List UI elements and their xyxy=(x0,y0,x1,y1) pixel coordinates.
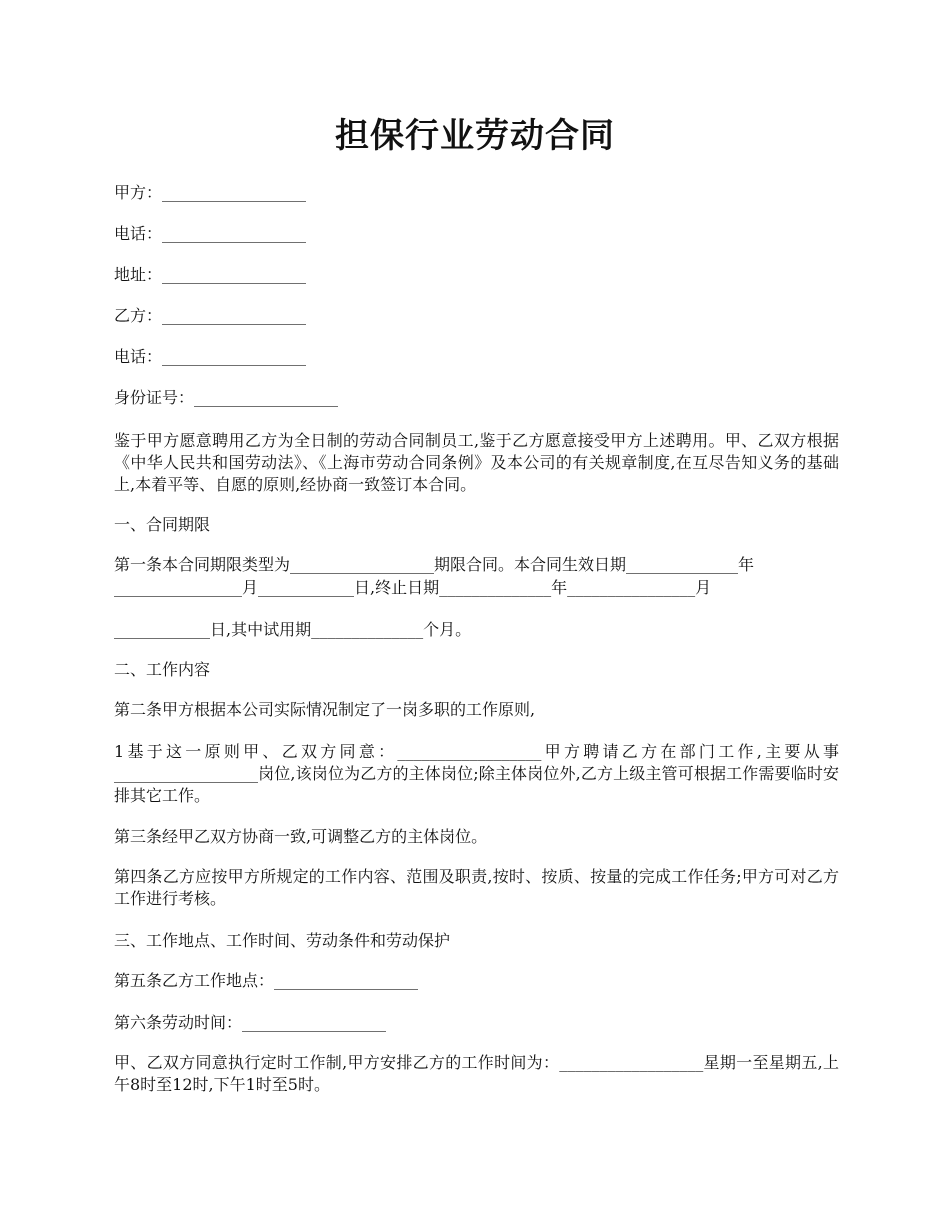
phone-b-field: 电话：__________________ xyxy=(114,347,307,366)
phone-a-field: 电话：__________________ xyxy=(114,224,307,243)
article-1-line-2: ________________月____________日,终止日期______________年________________月 xyxy=(114,578,712,597)
document-title: 担保行业劳动合同 xyxy=(335,116,615,156)
article-5: 第五条乙方工作地点：__________________ xyxy=(114,971,419,990)
work-hours-paragraph: 甲、乙双方同意执行定时工作制,甲方安排乙方的工作时间为：__________________星期一至星期五,上午8时至12时,下午1时至5时。 xyxy=(114,1053,839,1094)
section-heading-work-place: 三、工作地点、工作时间、劳动条件和劳动保护 xyxy=(114,931,451,950)
article-2: 第二条甲方根据本公司实际情况制定了一岗多职的工作原则, xyxy=(114,700,536,719)
article-4-paragraph: 第四条乙方应按甲方所规定的工作内容、范围及职责,按时、按质、按量的完成工作任务;甲方可对乙方工作进行考核。 xyxy=(114,867,839,908)
article-3: 第三条经甲乙双方协商一致,可调整乙方的主体岗位。 xyxy=(114,827,488,846)
section-heading-work-content: 二、工作内容 xyxy=(114,660,211,679)
article-1-line-3: ____________日,其中试用期______________个月。 xyxy=(114,620,472,639)
party-b-field: 乙方：__________________ xyxy=(114,306,307,325)
preamble-paragraph: 鉴于甲方愿意聘用乙方为全日制的劳动合同制员工,鉴于乙方愿意接受甲方上述聘用。甲、乙双方根据《中华人民共和国劳动法》、《上海市劳动合同条例》及本公司的有关规章制度,在互尽告知义务的基础上,本着平等、自愿的原则,经协商一致签订本合同。 xyxy=(114,431,839,494)
article-6: 第六条劳动时间：__________________ xyxy=(114,1013,387,1032)
section-heading-term: 一、合同期限 xyxy=(114,515,211,534)
party-a-field: 甲方：__________________ xyxy=(114,183,307,202)
article-1-line-1: 第一条本合同期限类型为__________________期限合同。本合同生效日期______________年 xyxy=(114,555,755,574)
id-number-field: 身份证号：__________________ xyxy=(114,388,339,407)
clause-1-paragraph: 1基于这一原则甲、乙双方同意：__________________甲方聘请乙方在部门工作,主要从事__________________岗位,该岗位为乙方的主体岗位;除主体岗位外,乙方上级主管可根据工作需要临时安排其它工作。 xyxy=(114,742,839,805)
address-field: 地址：__________________ xyxy=(114,265,307,284)
